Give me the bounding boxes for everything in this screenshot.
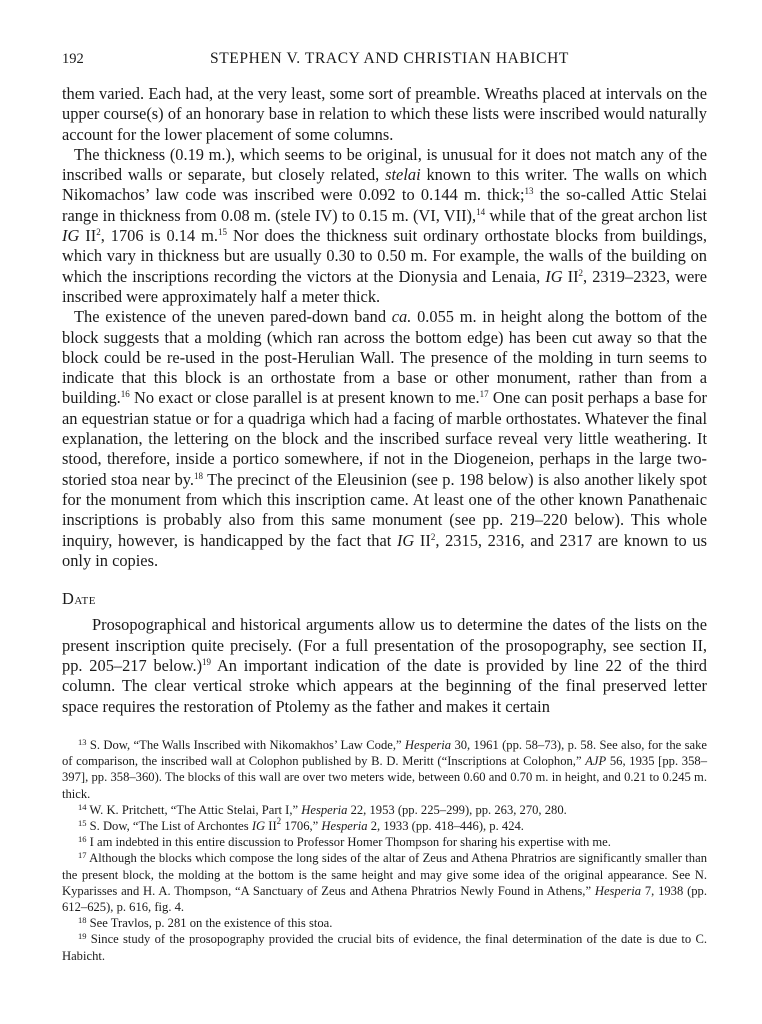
text-run: One can posit perhaps a base for an equestrian statue or for a quadriga which had a facing of marble orthostates. Whatever the final explanation, the lettering on the block and the inscribed surface reveal very little weathering. It stood, therefore, inside a portico somewhere, if not in the Diogeneion, perhaps in the large two-storied stoa near by. [62,388,707,489]
text-run: the so-called Attic Stelai range in thickness from 0.08 m. (stele IV) to 0.15 m. (VI, VII), [62,185,707,225]
footnote-number: 18 [78,915,87,926]
journal-title: Hesperia [404,737,452,752]
text-run: 30, 1961 (pp. 58–73), p. 58. See also, for the sake of comparison, the inscribed wall at Colophon published by B. D. Meritt (“Inscriptions at Colophon,” [62,737,707,769]
paragraph-4 [62,615,707,716]
footnote-ref-18[interactable]: 18 [194,470,203,481]
text-run: S. Dow, “The Walls Inscribed with Nikomakhos’ Law Code,” [86,737,405,752]
journal-title: Hesperia [301,802,348,817]
text-run: II [79,226,97,246]
text-run: S. Dow, “The List of Archontes [86,818,252,833]
paragraph-1 [62,84,707,145]
footnote-17 [62,850,707,915]
text-run: The existence of the uneven pared-down band [74,307,392,327]
footnote-ref-15[interactable]: 15 [217,227,227,238]
footnote-15 [62,815,707,834]
footnote-19 [62,931,707,963]
footnote-number: 13 [78,736,87,747]
superscript: 2 [96,227,101,238]
text-run: , 1706 is 0.14 m. [100,226,218,246]
paragraph-3 [62,307,707,571]
italic-term: ca. [391,307,412,327]
text-run: Prosopographical and historical arguments allow us to determine the dates of the lists on the present inscription quite precisely. (For a full presentation of the prosopography, see section II, pp. 205–217 below.) [62,615,707,676]
italic-term: IG [396,530,415,550]
footnote-18 [62,915,707,931]
journal-title: Hesperia [594,883,642,898]
journal-title: AJP [585,754,607,769]
text-run: while that of the great archon list [485,205,707,225]
footnote-16 [62,834,707,850]
text-run: 2, 1933 (pp. 418–446), p. 424. [367,818,524,833]
footnote-number: 14 [78,801,87,812]
footnotes [62,737,707,964]
text-run: II [414,530,431,550]
footnote-ref-13[interactable]: 13 [524,186,534,197]
text-run: 22, 1953 (pp. 225–299), pp. 263, 270, 280. [347,802,567,817]
running-head: STEPHEN V. TRACY AND CHRISTIAN HABICHT [210,50,569,67]
text-run: I am indebted in this entire discussion to Professor Homer Thompson for sharing his expertise with me. [86,835,611,850]
body-text [62,84,707,717]
footnote-ref-19[interactable]: 19 [202,657,212,668]
text-run: See Travlos, p. 281 on the existence of this stoa. [86,916,333,931]
paragraph-1-text: them varied. Each had, at the very least, some sort of preamble. Wreaths placed at intervals on the upper course(s) of an honorary base in relation to which these lists were inscribed would naturally account for the lower placement of some columns. [62,84,707,144]
text-run: 1706,” [281,818,322,833]
footnote-number: 19 [78,931,87,942]
text-run: 56, 1935 [pp. 358–397], pp. 358–360). The blocks of this wall are over two meters wide, between 0.60 and 0.70 m. in height, and 0.21 to 0.245 m. thick. [62,754,707,801]
italic-term: IG [251,818,266,833]
paragraph-2 [62,145,707,307]
footnote-ref-17[interactable]: 17 [479,389,489,400]
footnote-14 [62,802,707,818]
footnote-number: 15 [78,817,87,828]
page [62,50,707,964]
text-run: Nor does the thickness suit ordinary orthostate blocks from buildings, which vary in thickness but are usually 0.30 to 0.50 m. For example, the walls of the building on which the inscriptions recording the victors at the Dionysia and Lenaia, [62,226,707,286]
journal-title: Hesperia [321,818,368,833]
page-number: 192 [62,51,84,67]
text-run: W. K. Pritchett, “The Attic Stelai, Part I,” [86,802,302,817]
italic-term: stelai [385,165,421,185]
italic-term: IG [62,226,80,246]
footnote-number: 17 [78,850,87,861]
text-run: , 2315, 2316, and 2317 are known to us only in copies. [62,530,707,570]
text-run: No exact or close parallel is at present known to me. [129,388,480,408]
superscript: 2 [430,531,436,542]
text-run: 7, 1938 (pp. 612–625), p. 616, fig. 4. [62,883,707,914]
page-header [62,50,707,72]
text-run: known to this writer. The walls on which Nikomachos’ law code was inscribed were 0.092 to 0.144 m. thick; [62,165,708,205]
text-run: II [265,818,277,833]
text-run: An important indication of the date is provided by line 22 of the third column. The clear vertical stroke which appears at the beginning of the final preserved letter space requires the restoration of Ptolemy as the father and makes it certain [62,656,707,716]
text-run: , 2319–2323, were inscribed were approximately half a meter thick. [62,266,708,306]
footnote-ref-16[interactable]: 16 [120,389,130,400]
text-run: The precinct of the Eleusinion (see p. 198 below) is also another likely spot for the monument from which this inscription came. At least one of the other known Panathenaic inscriptions is probably also from this same monument (see pp. 219–220 below). This whole inquiry, however, is handicapped by the fact that [62,469,707,550]
text-run: Since study of the prosopography provided the crucial bits of evidence, the final determination of the date is due to C. Habicht. [62,932,707,963]
text-run: 0.055 m. in height along the bottom of the block suggests that a molding (which ran across the bottom edge) has been cut away so that the block could be re-used in the post-Herulian Wall. The presence of the molding in turn seems to indicate that this block is an orthostate from a base or other monument, rather than from a building. [62,307,707,408]
superscript: 2 [578,267,584,278]
text-run: II [562,266,579,286]
italic-term: IG [545,266,563,286]
text-run: The thickness (0.19 m.), which seems to be original, is unusual for it does not match any of the inscribed walls or separate, but closely related, [62,144,707,185]
section-heading-date: Date [62,589,96,609]
footnote-ref-14[interactable]: 14 [476,206,486,217]
superscript: 2 [276,815,282,826]
footnote-13 [62,737,707,802]
text-run: Although the blocks which compose the long sides of the altar of Zeus and Athena Phratrios are significantly smaller than the present block, the molding at the bottom is the same height and may give some idea of the original appearance. See N. Kyparisses and H. A. Thompson, “A Sanctuary of Zeus and Athena Phratrios Newly Found in Athens,” [62,851,707,898]
footnote-number: 16 [78,834,87,845]
